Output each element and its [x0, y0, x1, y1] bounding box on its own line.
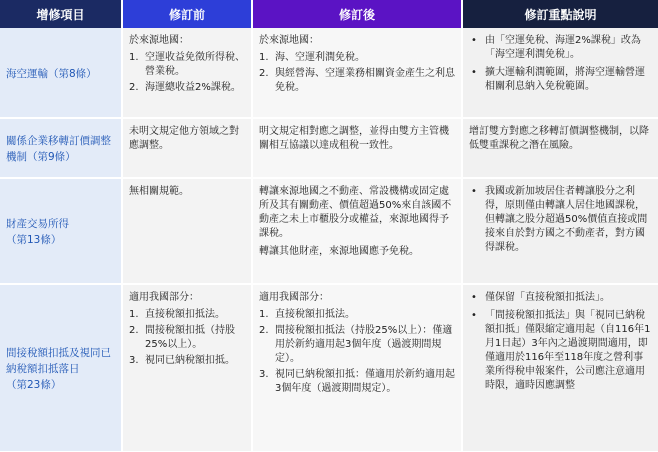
after-paragraph: 轉讓來源地國之不動產、常設機構或固定處所及其有關動產、價值超過50%來自該國不動產之未上市櫃股分或權益，來源地國得予課稅。	[259, 186, 452, 239]
before-list	[129, 51, 245, 95]
after-cell	[252, 284, 462, 452]
table-row	[0, 178, 658, 284]
list-item: • 由「空運免稅、海運2%課稅」改為「海空運利潤免稅」。	[471, 35, 641, 60]
notes-list	[469, 291, 652, 393]
bullet-icon: •	[471, 292, 477, 303]
before-cell	[122, 28, 252, 118]
header-item: 增修項目	[0, 0, 122, 28]
list-item: • 擴大運輸利潤範圍，將海空運輸營運相關利息納入免稅範圍。	[471, 67, 645, 92]
after-cell	[252, 178, 462, 284]
row-item-title: 關係企業移轉訂價調整機制（第9條）	[6, 135, 111, 163]
after-cell	[252, 118, 462, 178]
table-row	[0, 118, 658, 178]
header-row	[0, 0, 658, 28]
bullet-icon: •	[471, 310, 477, 321]
list-item: 3. 視同已納稅額扣抵：僅適用於新約適用起3個年度（過渡期間規定）。	[259, 369, 455, 394]
after-intro: 適用我國部分：	[259, 292, 329, 303]
list-item: 3. 視同已納稅額扣抵。	[129, 355, 235, 366]
list-item: 1. 空運收益免徵所得稅、營業稅。	[129, 52, 245, 77]
list-item: 1. 直接稅額扣抵法。	[129, 309, 225, 320]
list-item: 2. 海運總收益2%課稅。	[129, 82, 241, 93]
row-item-cell	[0, 118, 122, 178]
header-notes: 修訂重點說明	[462, 0, 658, 28]
notes-cell	[462, 284, 658, 452]
before-text: 未明文規定他方領域之對應調整。	[129, 126, 239, 151]
header-before: 修訂前	[122, 0, 252, 28]
row-item-title: 間接稅額扣抵及視同已納稅額扣抵落日	[6, 347, 111, 375]
notes-list	[469, 34, 652, 94]
notes-cell	[462, 118, 658, 178]
after-cell	[252, 28, 462, 118]
list-item: 1. 海、空運利潤免稅。	[259, 52, 365, 63]
row-item-article: （第23條）	[6, 379, 62, 391]
list-item: 2. 間接稅額扣抵法（持股25%以上）：僅適用於新約適用起3個年度（過渡期間規定）。	[259, 325, 453, 364]
table-row	[0, 284, 658, 452]
before-cell	[122, 284, 252, 452]
after-list	[259, 51, 455, 95]
row-item-title: 財產交易所得	[6, 218, 69, 230]
before-text: 無相關規範。	[129, 186, 189, 197]
after-list	[259, 308, 455, 396]
bullet-icon: •	[471, 186, 477, 197]
list-item: 2. 與經營海、空運業務相關資金產生之利息免稅。	[259, 68, 455, 93]
notes-cell	[462, 178, 658, 284]
list-item: • 我國或新加坡居住者轉讓股分之利得，原則僅由轉讓人居住地國課稅，但轉讓之股分超過50%價值直接或間接來自於對方國之不動產者，對方國得課稅。	[471, 186, 648, 253]
before-list	[129, 308, 245, 368]
before-intro: 適用我國部分：	[129, 292, 199, 303]
before-cell	[122, 178, 252, 284]
list-item: • 「間接稅額扣抵法」與「視同已納稅額扣抵」僅限縮定適用起（自116年1月1日起）3年內之過渡期間適用，即僅適用於116年至118年度之營利事業所得稅申報案件，公司應注意適用時限，適時因應調整	[471, 310, 651, 391]
row-item-title: 海空運輸（第8條）	[6, 67, 97, 80]
after-text: 明文規定相對應之調整，並得由雙方主管機關相互協議以達成租稅一致性。	[259, 126, 449, 151]
list-item: • 僅保留「直接稅額扣抵法」。	[471, 292, 610, 303]
after-intro: 於來源地國：	[259, 35, 319, 46]
table-row	[0, 28, 658, 118]
notes-cell	[462, 28, 658, 118]
row-item-cell	[0, 28, 122, 118]
notes-text: 增訂雙方對應之移轉訂價調整機制，以降低雙重課稅之潛在風險。	[469, 126, 649, 151]
row-item-article: （第13條）	[6, 234, 62, 246]
after-paragraph: 轉讓其他財產，來源地國應予免稅。	[259, 246, 419, 257]
before-intro: 於來源地國：	[129, 35, 189, 46]
bullet-icon: •	[471, 35, 477, 46]
row-item-cell	[0, 284, 122, 452]
notes-list	[469, 185, 652, 255]
header-after: 修訂後	[252, 0, 462, 28]
list-item: 2. 間接稅額扣抵（持股25%以上）。	[129, 325, 235, 350]
bullet-icon: •	[471, 67, 477, 78]
before-cell	[122, 118, 252, 178]
row-item-cell	[0, 178, 122, 284]
list-item: 1. 直接稅額扣抵法。	[259, 309, 355, 320]
